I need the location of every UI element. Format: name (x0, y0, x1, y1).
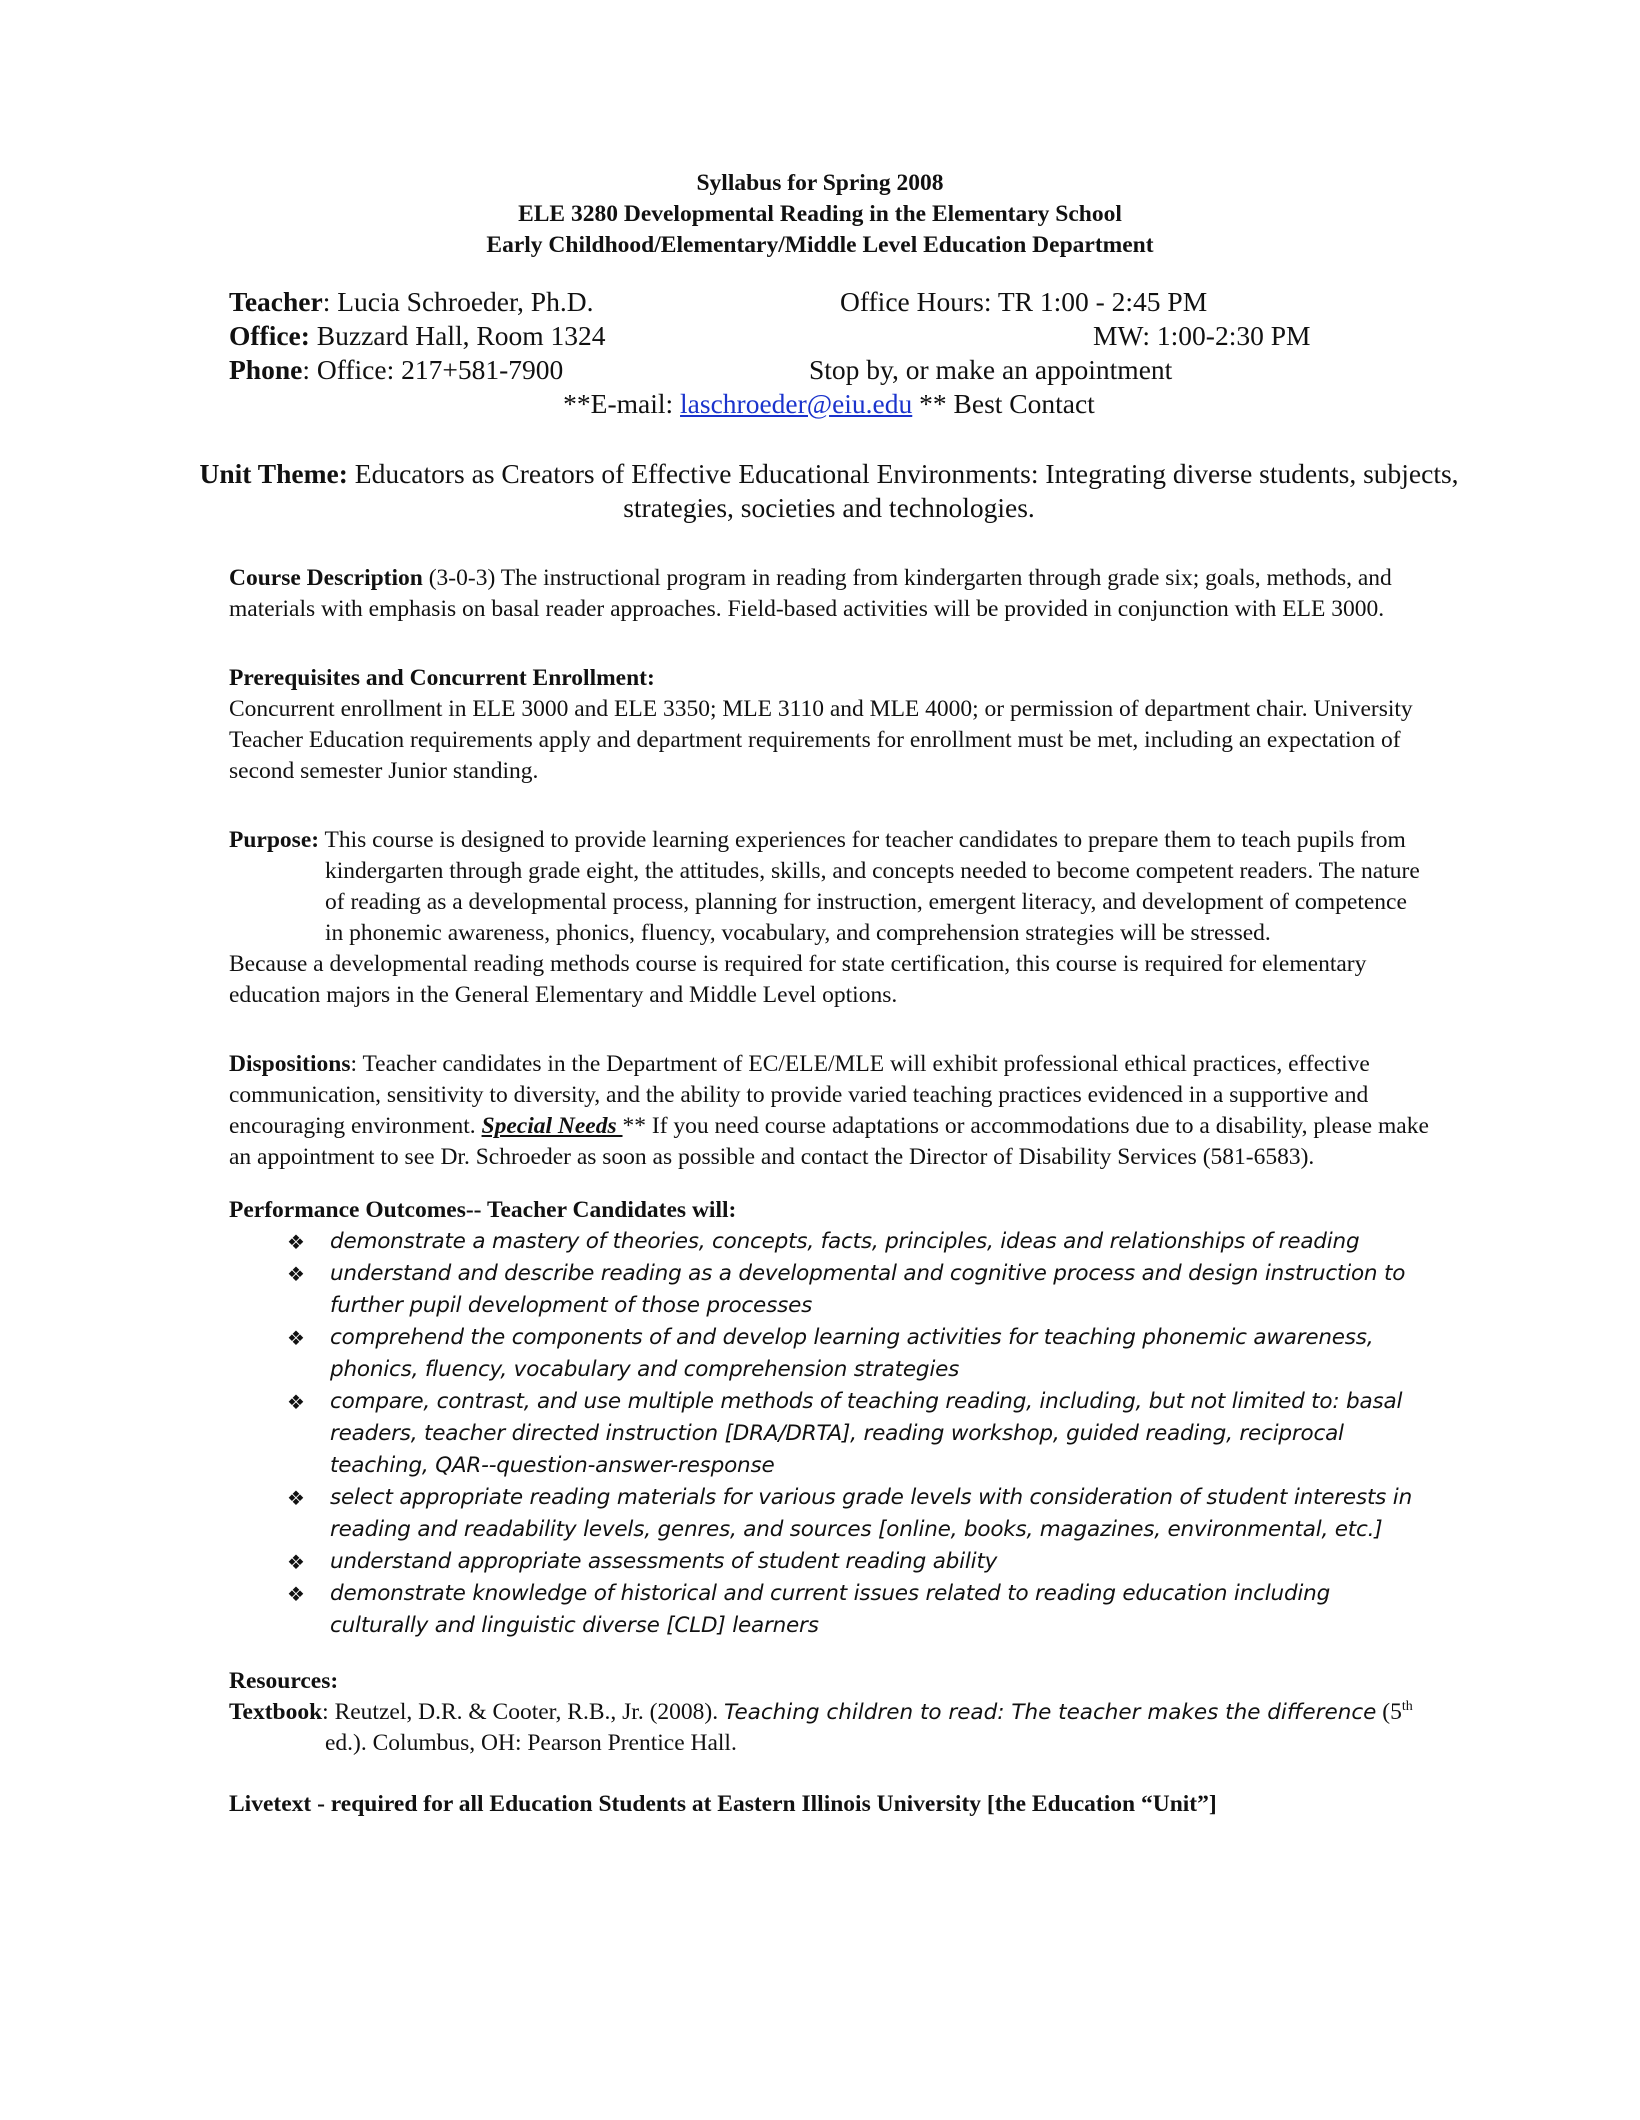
outcomes-list (229, 1226, 1429, 1642)
resources (229, 1666, 1429, 1759)
textbook-edition: (5 (1376, 1699, 1402, 1725)
purpose-text: This course is designed to provide learning experiences for teacher candidates to prepare them to teach pupils from kindergarten through grade eight, the attitudes, skills, and concepts needed to become competent readers. The nature of reading as a developmental process, planning for instruction, emergent literacy, and development of competence in phonemic awareness, phonics, fluency, vocabulary, and comprehension strategies will be stressed. (319, 827, 1420, 946)
livetext-text: Livetext - required for all Education Students at Eastern Illinois University [the Education “Unit”] (229, 1791, 1217, 1817)
contact-block (229, 285, 1429, 421)
office-label: Office: (229, 320, 310, 351)
header-department: Early Childhood/Elementary/Middle Level Education Department (486, 232, 1154, 258)
course-description-label: Course Description (229, 565, 423, 591)
list-item (229, 1386, 1429, 1482)
dispositions-label: Dispositions (229, 1051, 351, 1077)
syllabus-header (0, 168, 1640, 261)
teacher-value: : Lucia Schroeder, Ph.D. (322, 286, 594, 317)
header-title: Syllabus for Spring 2008 (696, 170, 944, 196)
diamond-bullet-icon: ❖ (287, 1550, 305, 1574)
list-item (229, 1258, 1429, 1322)
outcome-text: demonstrate a mastery of theories, concepts, facts, principles, ideas and relationships of reading (330, 1229, 1360, 1254)
purpose-paragraph (229, 825, 1429, 949)
course-description (229, 563, 1429, 625)
diamond-bullet-icon: ❖ (287, 1262, 305, 1286)
special-needs-text: ** If you need course adaptations or accommodations due to a disability, please make an appointment to see Dr. Schroeder as soon as possible and contact the Director of Disability Services (581-6583). (229, 1113, 1429, 1170)
list-item (229, 1482, 1429, 1546)
textbook-edition-sup: th (1401, 1699, 1413, 1715)
email-prefix: **E-mail: (563, 388, 681, 419)
diamond-bullet-icon: ❖ (287, 1230, 305, 1254)
list-item (229, 1226, 1429, 1258)
office-hours-line1: Office Hours: TR 1:00 - 2:45 PM (840, 286, 1208, 317)
unit-theme-label: Unit Theme: (199, 458, 348, 489)
teacher-label: Teacher (229, 286, 323, 317)
diamond-bullet-icon: ❖ (287, 1326, 305, 1350)
diamond-bullet-icon: ❖ (287, 1486, 305, 1510)
textbook-label: Textbook (229, 1699, 323, 1725)
teacher-line (229, 285, 593, 319)
email-line (229, 387, 1429, 421)
list-item (229, 1546, 1429, 1578)
phone-label: Phone (229, 354, 303, 385)
purpose-text-2: Because a developmental reading methods course is required for state certification, this course is required for elementary education majors in the General Elementary and Middle Level options. (229, 951, 1367, 1008)
outcome-text: understand appropriate assessments of student reading ability (330, 1549, 998, 1574)
outcome-text: demonstrate knowledge of historical and current issues related to reading education including culturally and linguistic diverse [CLD] learners (330, 1581, 1331, 1638)
unit-theme-text: Educators as Creators of Effective Educational Environments: Integrating diverse students, subjects, strategies, societies and technologies. (347, 458, 1459, 523)
office-line (229, 319, 606, 353)
outcomes-label: Performance Outcomes-- Teacher Candidates will: (229, 1197, 737, 1223)
email-suffix: ** Best Contact (912, 388, 1095, 419)
office-hours-line2: MW: 1:00-2:30 PM (1093, 320, 1311, 351)
prerequisites-text: Concurrent enrollment in ELE 3000 and ELE 3350; MLE 3110 and MLE 4000; or permission of department chair. University Teacher Education requirements apply and department requirements for enrollment must be met, including an expectation of second semester Junior standing. (229, 696, 1413, 784)
livetext-note (229, 1789, 1429, 1820)
header-course: ELE 3280 Developmental Reading in the Elementary School (518, 201, 1122, 227)
dispositions (229, 1049, 1429, 1173)
prerequisites (229, 663, 1429, 787)
dispositions-paragraph (229, 1049, 1429, 1173)
resources-label: Resources: (229, 1668, 339, 1694)
special-needs-label: Special Needs (481, 1113, 623, 1139)
phone-line (229, 353, 563, 387)
office-hours-line3: Stop by, or make an appointment (809, 354, 1173, 385)
unit-theme (189, 457, 1469, 525)
outcome-text: comprehend the components of and develop learning activities for teaching phonemic awareness, phonics, fluency, vocabulary and comprehension strategies (330, 1325, 1374, 1382)
prerequisites-label: Prerequisites and Concurrent Enrollment: (229, 665, 655, 691)
textbook-publisher: ed.). Columbus, OH: Pearson Prentice Hall. (325, 1730, 737, 1756)
phone-value: : Office: 217+581-7900 (302, 354, 564, 385)
outcome-text: understand and describe reading as a developmental and cognitive process and design instruction to further pupil development of those processes (330, 1261, 1406, 1318)
course-description-text: (3-0-3) The instructional program in reading from kindergarten through grade six; goals, methods, and materials with emphasis on basal reader approaches. Field-based activities will be provided in conjunction with ELE 3000. (229, 565, 1392, 622)
diamond-bullet-icon: ❖ (287, 1582, 305, 1606)
outcome-text: select appropriate reading materials for various grade levels with consideration of student interests in reading and readability levels, genres, and sources [online, books, magazines, environmental, etc.] (330, 1485, 1413, 1542)
textbook-authors: : Reutzel, D.R. & Cooter, R.B., Jr. (2008). (322, 1699, 724, 1725)
purpose (229, 825, 1429, 1011)
purpose-label: Purpose: (229, 827, 320, 853)
list-item (229, 1578, 1429, 1642)
office-value: Buzzard Hall, Room 1324 (309, 320, 606, 351)
diamond-bullet-icon: ❖ (287, 1390, 305, 1414)
list-item (229, 1322, 1429, 1386)
syllabus-page (199, 168, 1459, 1820)
email-link[interactable]: laschroeder@eiu.edu (680, 388, 913, 419)
textbook-title: Teaching children to read: The teacher makes the difference (723, 1700, 1377, 1725)
performance-outcomes (229, 1195, 1429, 1642)
textbook-citation (229, 1697, 1429, 1759)
outcome-text: compare, contrast, and use multiple methods of teaching reading, including, but not limited to: basal readers, teacher directed instruction [DRA/DRTA], reading workshop, guided reading, reciprocal teaching, QAR--question-answer-response (330, 1389, 1403, 1478)
dispositions-text: : Teacher candidates in the Department of EC/ELE/MLE will exhibit professional ethical practices, effective communication, sensitivity to diversity, and the ability to provide varied teaching practices evidenced in a supportive and encouraging environment. (229, 1051, 1370, 1139)
